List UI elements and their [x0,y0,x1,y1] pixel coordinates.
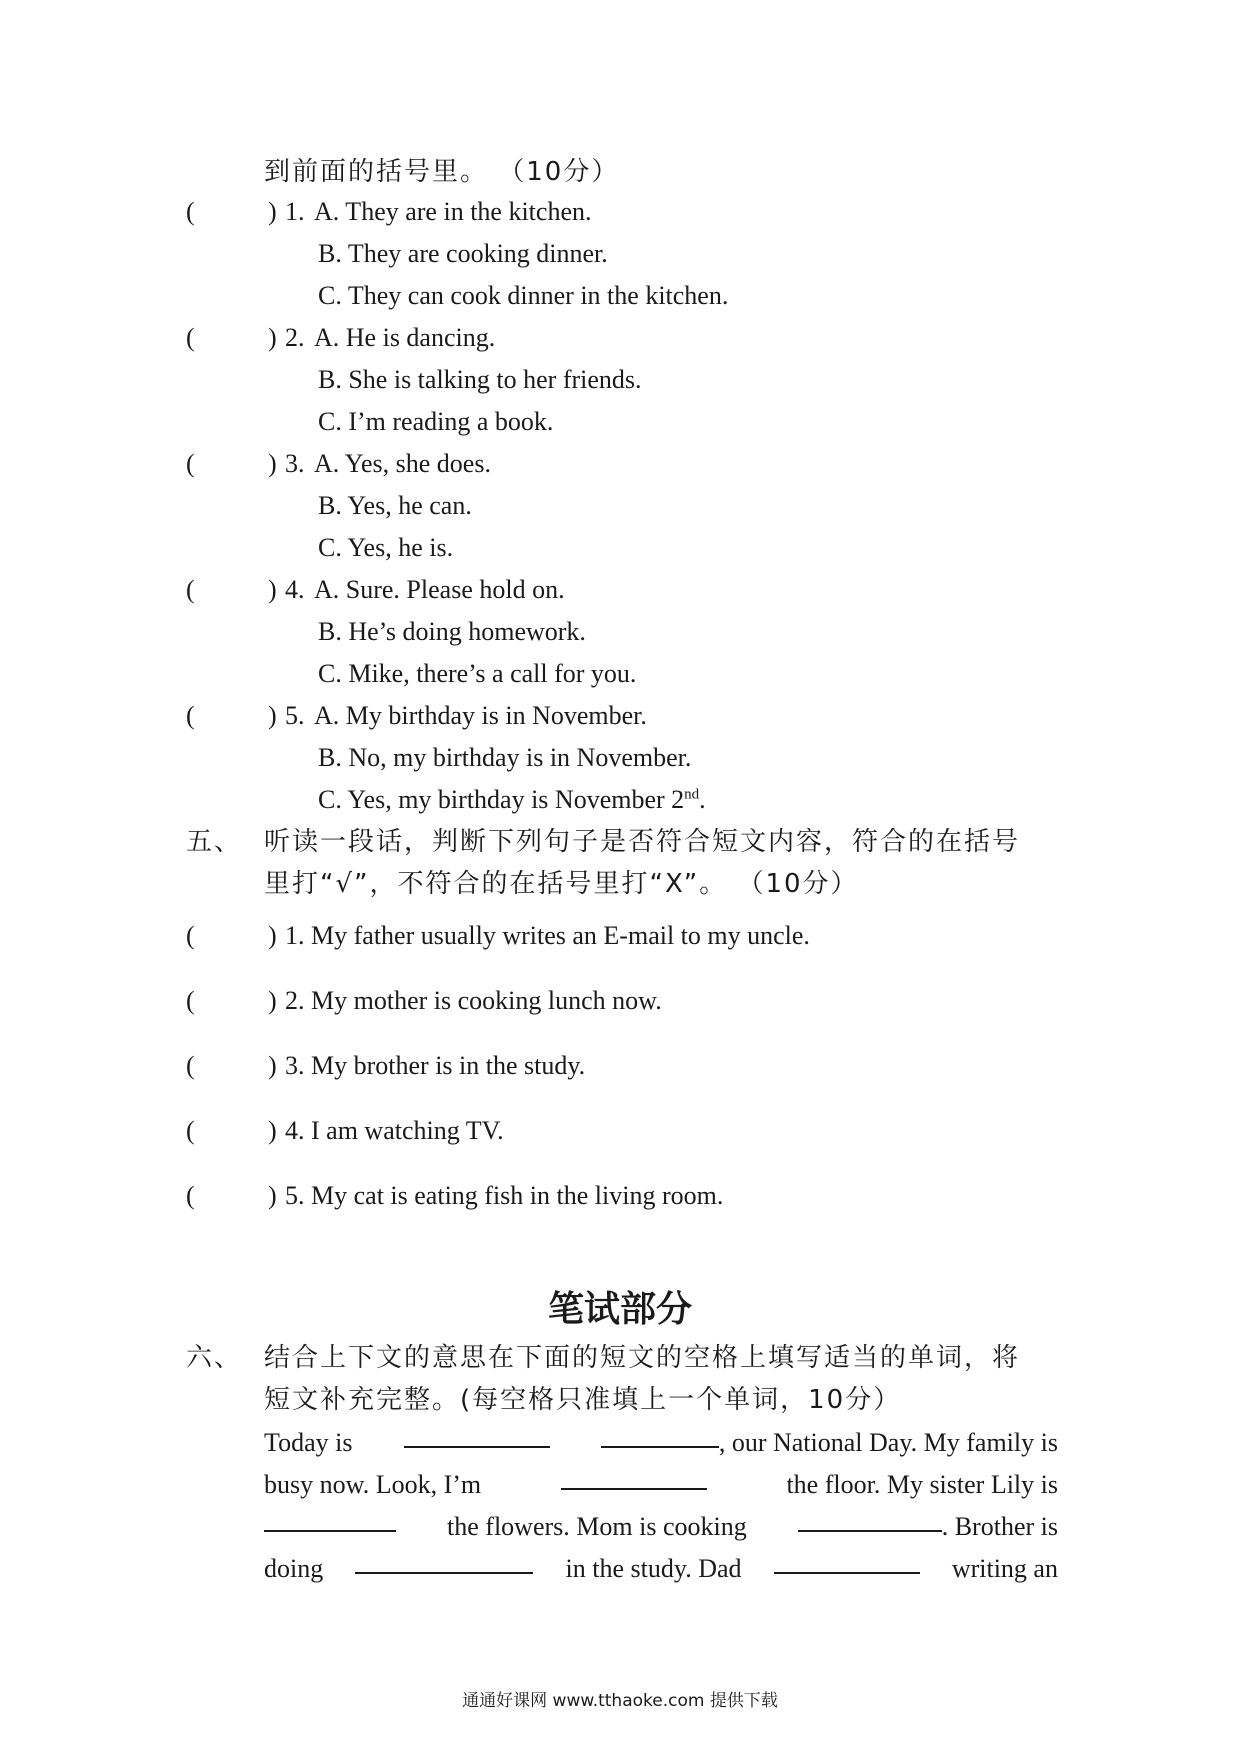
option-c [318,784,706,816]
statement: 1. My father usually writes an E-mail to my uncle. [285,921,810,950]
answer-paren-close: ) [268,1181,277,1210]
statement: 5. My cat is eating fish in the living room. [285,1181,724,1210]
section5-number: 五、 [186,827,243,857]
item-number: 3. [285,449,305,478]
answer-paren-close: ) [268,323,277,352]
cloze-text: . Brother is [941,1512,1058,1541]
cloze-blank[interactable] [561,1464,707,1490]
page-footer: 通通好课网 www.tthaoke.com 提供下载 [462,1691,778,1711]
cloze-text: , our National Day. My family is [718,1428,1058,1457]
cloze-segment [601,1422,1058,1464]
option-a: A. Sure. Please hold on. [314,575,565,604]
cloze-paragraph [264,1422,1058,1590]
cloze-row-3 [264,1506,1058,1548]
answer-paren-open[interactable]: ( [186,1116,195,1145]
answer-paren-close: ) [268,197,277,226]
answer-paren-open[interactable]: ( [186,701,195,730]
option-b: B. She is talking to her friends. [318,365,642,394]
cloze-segment [798,1506,1058,1548]
section6-instruction-line1: 结合上下文的意思在下面的短文的空格上填写适当的单词，将 [264,1343,1021,1373]
cloze-text: busy now. Look, I’m [264,1470,482,1499]
cloze-blank[interactable] [798,1506,942,1532]
option-a: A. They are in the kitchen. [314,197,592,226]
cloze-row-1 [264,1422,1058,1464]
option-b: B. They are cooking dinner. [318,239,608,268]
cloze-row-2 [264,1464,1058,1506]
ordinal-suffix: nd [684,786,700,803]
answer-paren-close: ) [268,1116,277,1145]
option-a: A. My birthday is in November. [314,701,647,730]
answer-paren-close: ) [268,986,277,1015]
answer-paren-open[interactable]: ( [186,449,195,478]
cloze-text: in the study. Dad [565,1554,742,1583]
answer-paren-close: ) [268,701,277,730]
statement: 2. My mother is cooking lunch now. [285,986,662,1015]
cloze-text: doing [264,1554,324,1583]
statement: 3. My brother is in the study. [285,1051,586,1080]
cloze-row-4 [264,1548,1058,1590]
answer-paren-open[interactable]: ( [186,921,195,950]
option-c: C. Mike, there’s a call for you. [318,659,637,688]
end-period: . [699,785,706,814]
item-number: 5. [285,701,305,730]
answer-paren-open[interactable]: ( [186,1181,195,1210]
answer-paren-open[interactable]: ( [186,986,195,1015]
option-a: A. Yes, she does. [314,449,491,478]
item-number: 2. [285,323,305,352]
option-a: A. He is dancing. [314,323,496,352]
item-number: 4. [285,575,305,604]
option-c: C. They can cook dinner in the kitchen. [318,281,729,310]
answer-paren-close: ) [268,575,277,604]
cloze-blank[interactable] [601,1422,719,1448]
cloze-text: the flowers. Mom is cooking [447,1512,747,1541]
section6-number: 六、 [186,1343,243,1373]
cloze-blank[interactable] [355,1548,533,1574]
item-number: 1. [285,197,305,226]
option-c: C. I’m reading a book. [318,407,554,436]
option-b: B. Yes, he can. [318,491,472,520]
cloze-blank[interactable] [264,1506,396,1532]
section5-instruction-line1: 听读一段话，判断下列句子是否符合短文内容，符合的在括号 [264,827,1021,857]
answer-paren-close: ) [268,449,277,478]
section6-instruction-line2: 短文补充完整。(每空格只准填上一个单词，10分） [264,1385,902,1415]
answer-paren-open[interactable]: ( [186,197,195,226]
cloze-text: writing an [951,1554,1058,1583]
option-c-text: C. Yes, my birthday is November 2 [318,785,685,814]
option-b: B. No, my birthday is in November. [318,743,692,772]
answer-paren-close: ) [268,1051,277,1080]
statement: 4. I am watching TV. [285,1116,504,1145]
answer-paren-open[interactable]: ( [186,323,195,352]
answer-paren-close: ) [268,921,277,950]
option-b: B. He’s doing homework. [318,617,586,646]
cloze-text: the floor. My sister Lily is [786,1470,1058,1499]
answer-paren-open[interactable]: ( [186,1051,195,1080]
cloze-text: Today is [264,1428,353,1457]
answer-paren-open[interactable]: ( [186,575,195,604]
written-part-title: 笔试部分 [547,1289,692,1330]
option-c: C. Yes, he is. [318,533,454,562]
cloze-blank[interactable] [404,1422,550,1448]
section4-instruction-tail: 到前面的括号里。 （10分） [264,157,620,187]
cloze-blank[interactable] [774,1548,920,1574]
section5-instruction-line2: 里打“√”，不符合的在括号里打“X”。 （10分） [264,869,859,899]
